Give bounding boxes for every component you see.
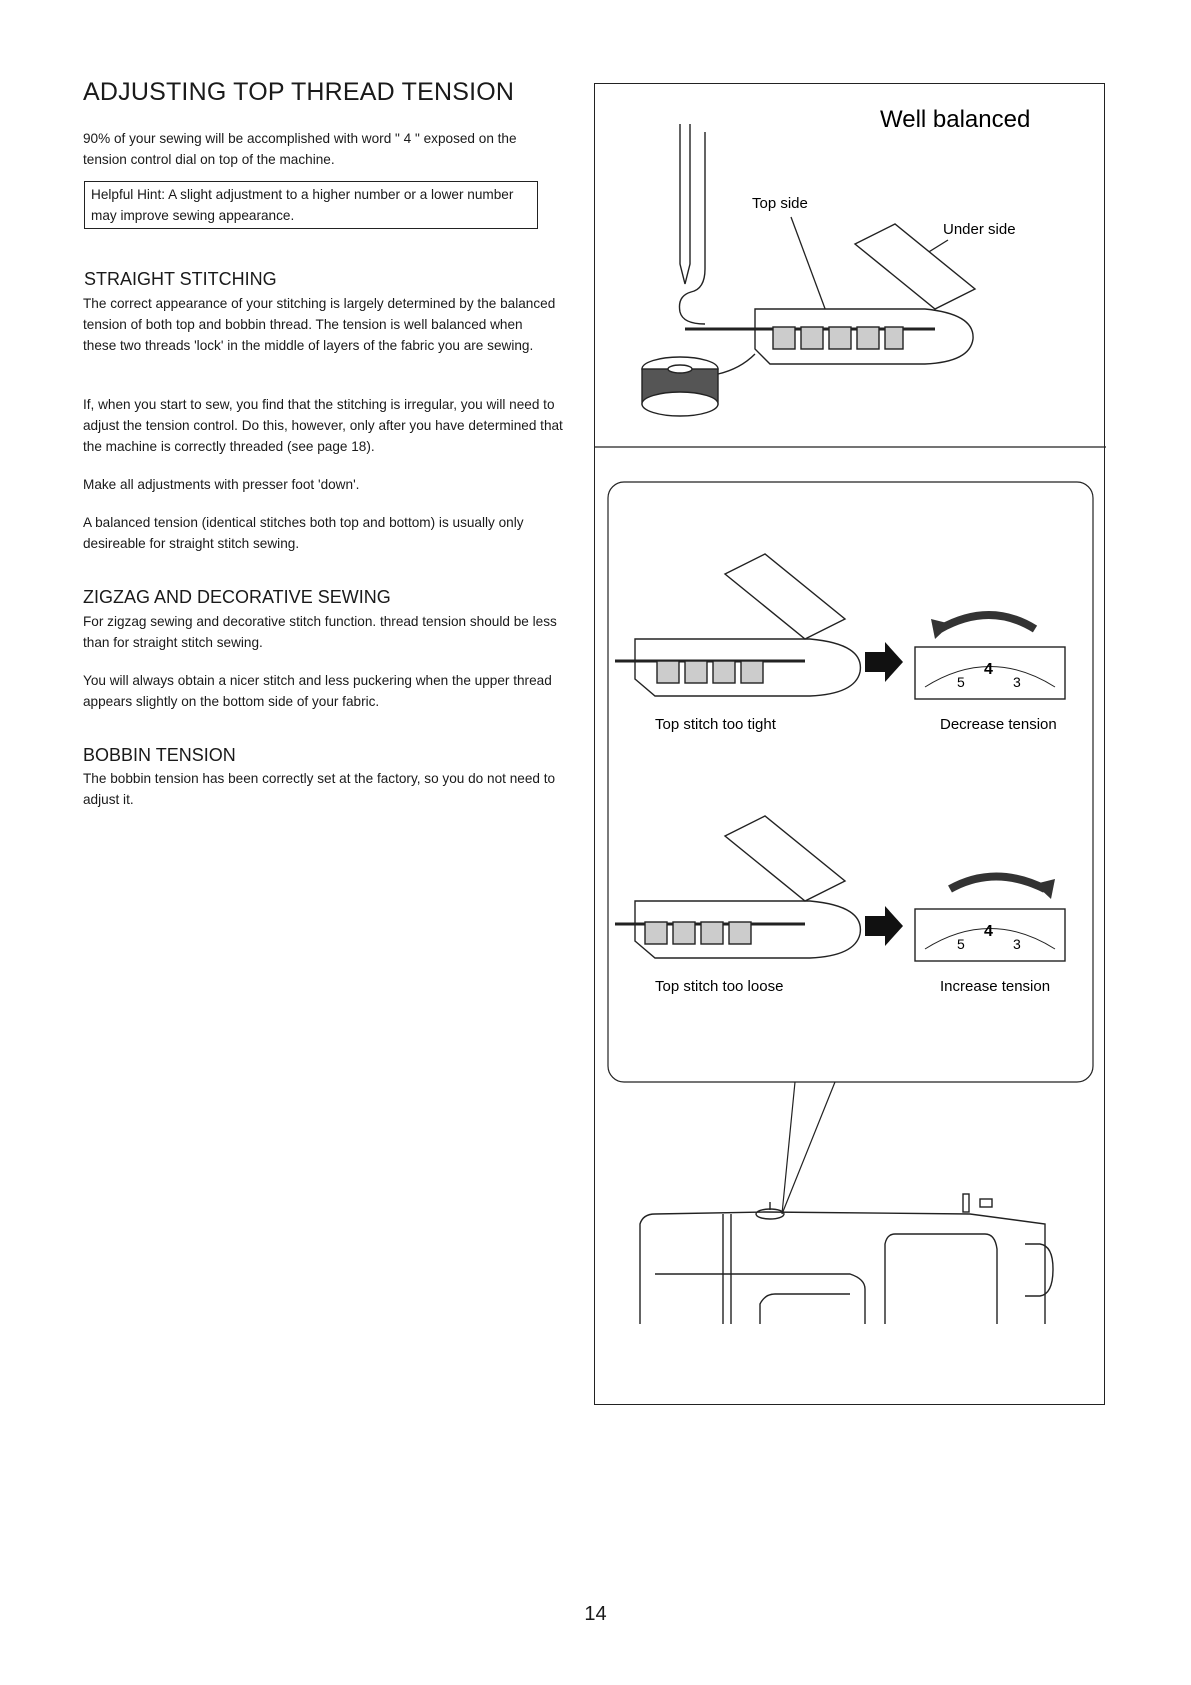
- straight-paragraph-1: The correct appearance of your stitching is largely determined by the balanced tension of both top and bobbin thread. The tension is well balanced when these two threads 'lock' in the middle of layers of the fabric you are sewing.: [83, 296, 556, 353]
- straight-paragraph-3: Make all adjustments with presser foot 'down'.: [83, 477, 360, 492]
- section-heading-zigzag: ZIGZAG AND DECORATIVE SEWING: [83, 587, 391, 607]
- helpful-hint-text: Helpful Hint: A slight adjustment to a higher number or a lower number may improve sewing appearance.: [91, 187, 514, 223]
- straight-paragraph-4: A balanced tension (identical stitches both top and bottom) is usually only desireable for straight stitch sewing.: [83, 515, 524, 551]
- callout-pointer-left: [782, 1082, 795, 1214]
- straight-paragraph-2: If, when you start to sew, you find that the stitching is irregular, you will need to adjust the tension control. Do this, however, only after you have determined that the machine is correctly threaded (see page 18).: [83, 397, 563, 454]
- dial-number-5b: 5: [957, 936, 965, 952]
- top-side-pointer: [791, 217, 827, 314]
- section-heading-straight: STRAIGHT STITCHING: [84, 269, 277, 289]
- callout-pointer-right: [782, 1082, 835, 1214]
- dial-number-3: 3: [1013, 674, 1021, 690]
- needle-illustration: [679, 124, 705, 324]
- helpful-hint-box: [84, 181, 538, 229]
- fabric-balanced-illustration: [685, 224, 975, 364]
- well-balanced-title: Well balanced: [880, 106, 1031, 133]
- sewing-machine-illustration: [640, 1194, 1053, 1324]
- loose-label: Top stitch too loose: [655, 978, 784, 995]
- bobbin-spool-icon: [642, 354, 755, 416]
- intro-paragraph: 90% of your sewing will be accomplished with word " 4 " exposed on the tension control dial on top of the machine.: [83, 131, 517, 167]
- tension-illustration: [595, 84, 1106, 1406]
- page-number: 14: [584, 1603, 607, 1625]
- under-side-label: Under side: [943, 221, 1016, 238]
- dial-number-3b: 3: [1013, 936, 1021, 952]
- zigzag-paragraph-2: You will always obtain a nicer stitch and less puckering when the upper thread appears slightly on the bottom side of your fabric.: [83, 673, 552, 709]
- tension-figure-panel: [594, 83, 1105, 1405]
- increase-label: Increase tension: [940, 978, 1051, 995]
- zigzag-paragraph-1: For zigzag sewing and decorative stitch function. thread tension should be less than for straight stitch sewing.: [83, 614, 557, 650]
- dial-number-4: 4: [984, 661, 993, 678]
- top-side-label: Top side: [752, 195, 808, 212]
- bobbin-paragraph-1: The bobbin tension has been correctly set at the factory, so you do not need to adjust it.: [83, 771, 556, 807]
- decrease-label: Decrease tension: [940, 716, 1057, 733]
- page-title: ADJUSTING TOP THREAD TENSION: [83, 78, 515, 106]
- section-heading-bobbin: BOBBIN TENSION: [83, 745, 236, 765]
- tight-label: Top stitch too tight: [655, 716, 776, 733]
- dial-number-5: 5: [957, 674, 965, 690]
- dial-number-4b: 4: [984, 923, 993, 940]
